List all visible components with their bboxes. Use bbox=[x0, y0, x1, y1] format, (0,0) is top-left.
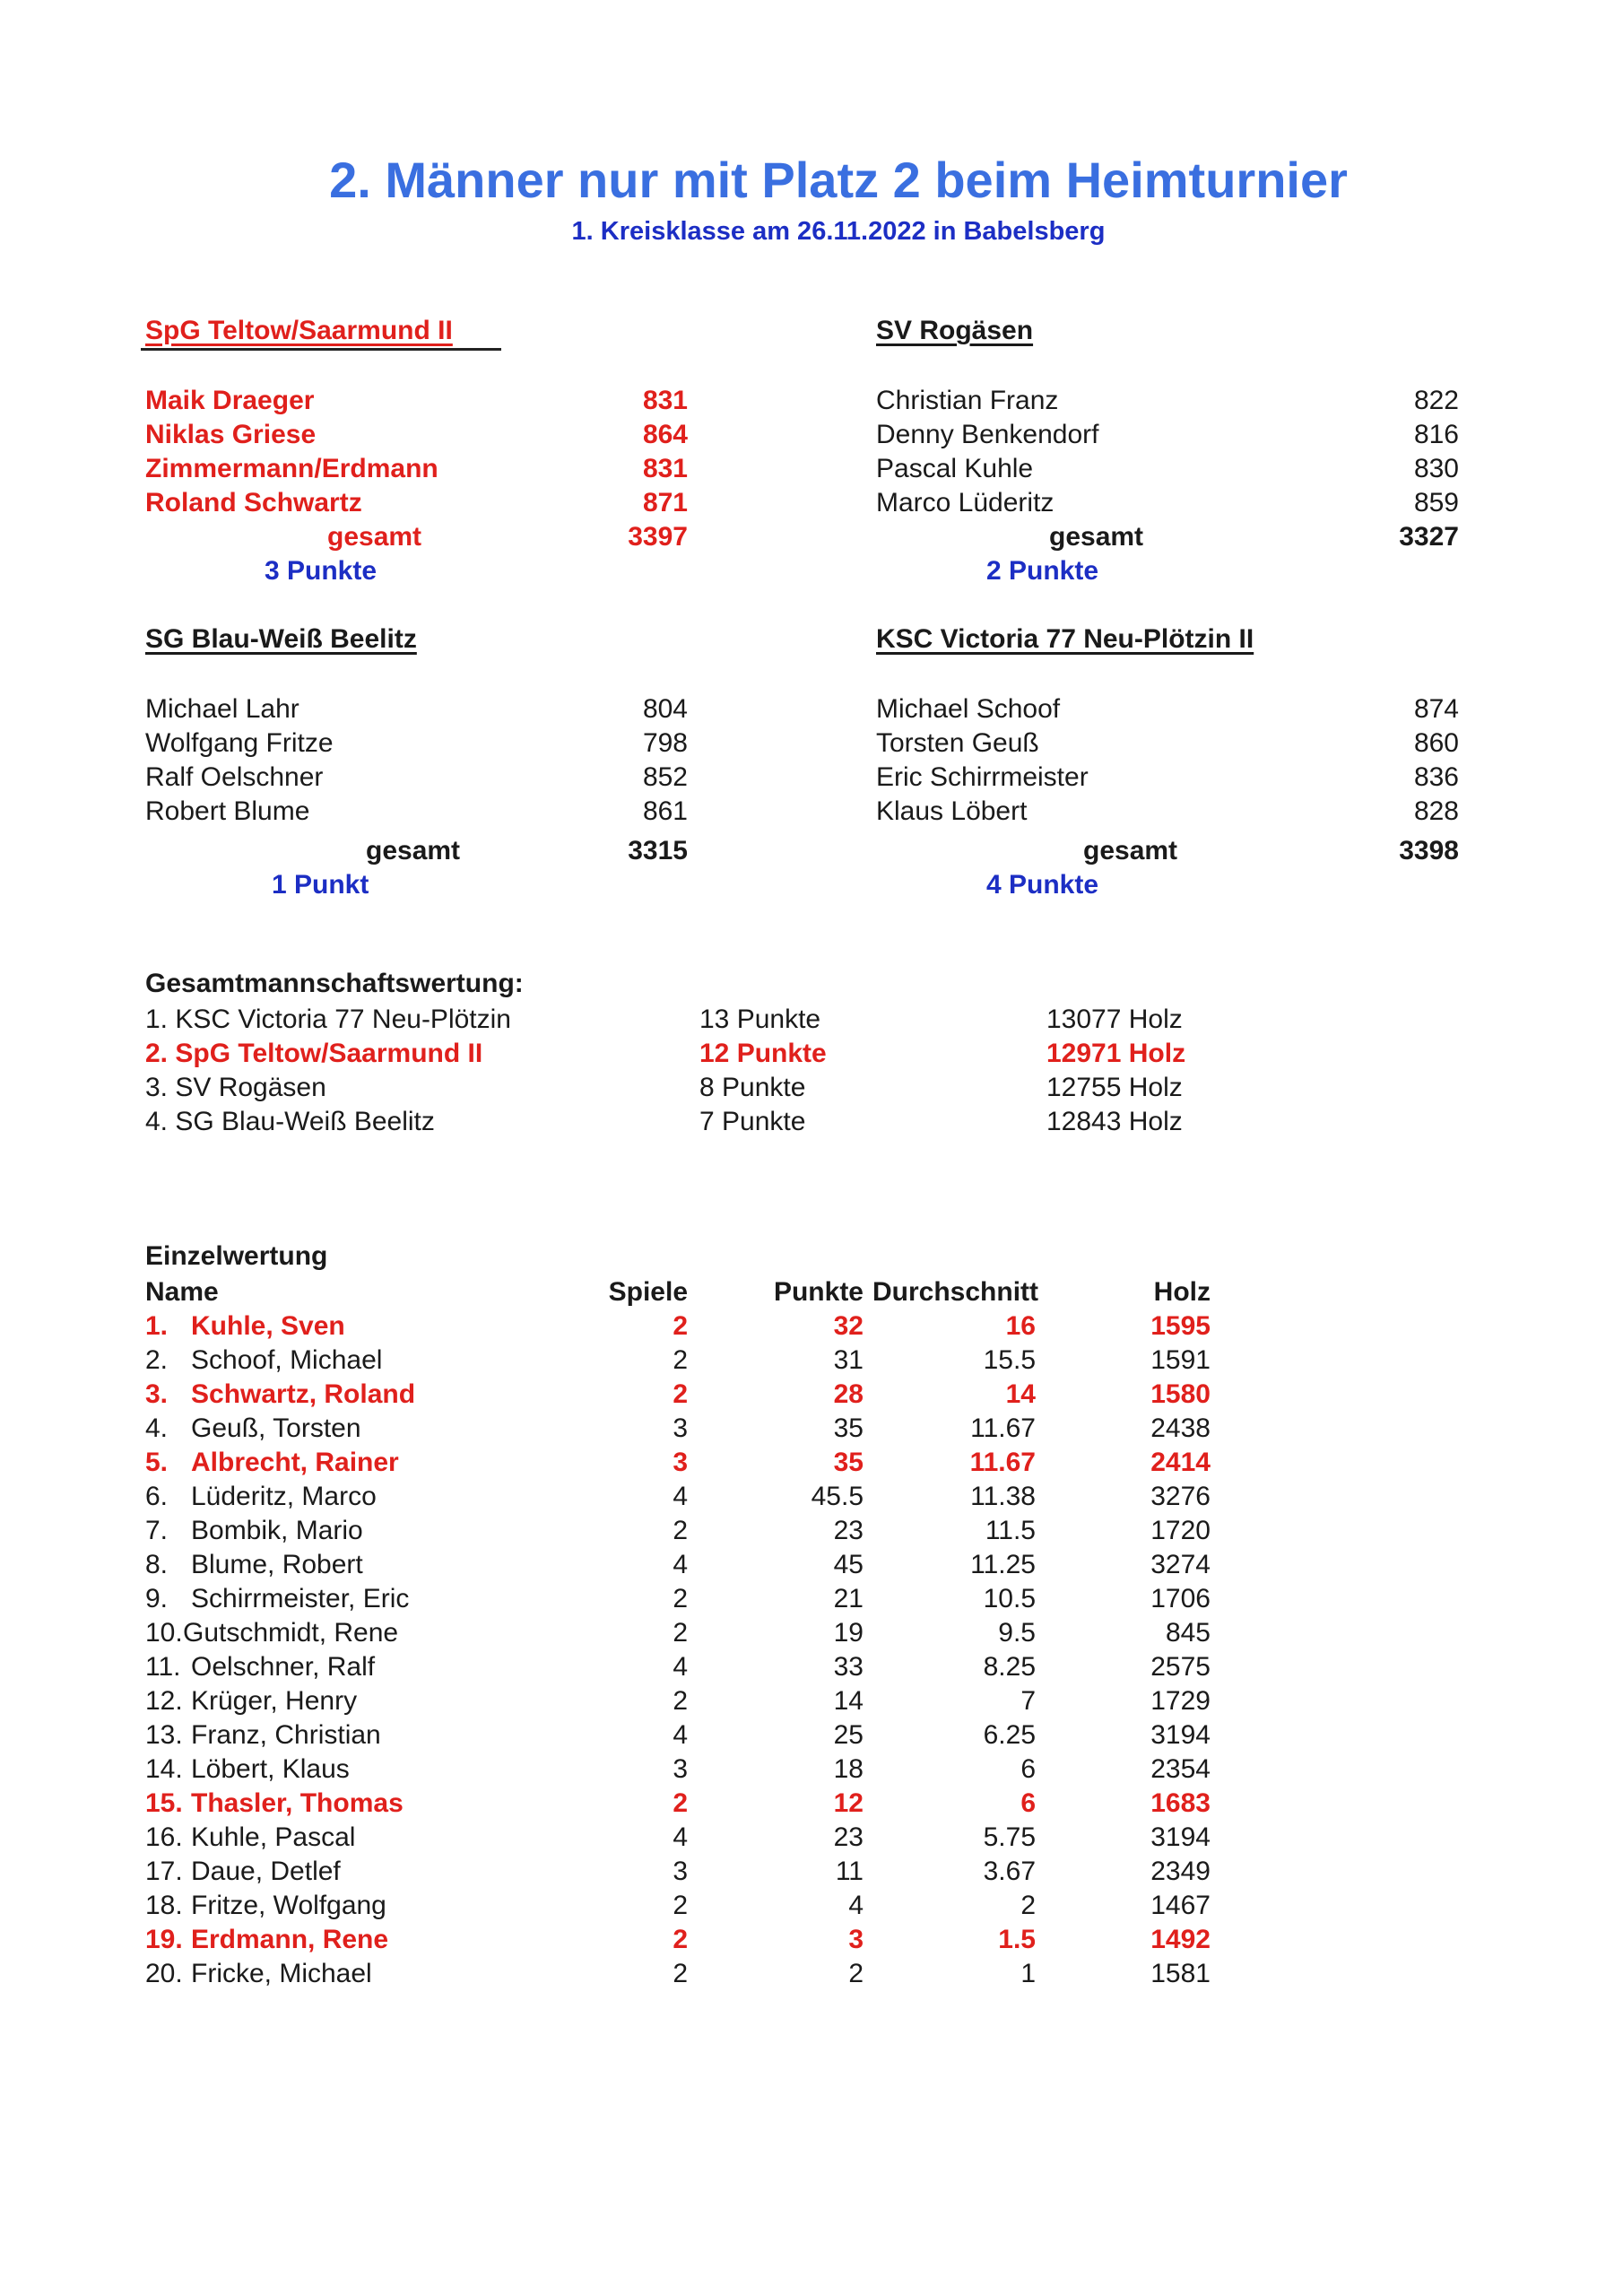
team-name: SpG Teltow/Saarmund II bbox=[145, 316, 453, 345]
row-holz: 845 bbox=[1165, 1618, 1211, 1648]
page-subtitle: 1. Kreisklasse am 26.11.2022 in Babelsberg bbox=[571, 217, 1106, 246]
player-name: Torsten Geuß bbox=[876, 728, 1039, 758]
standing-holz: 12843 Holz bbox=[1046, 1107, 1183, 1136]
row-avg: 16 bbox=[1005, 1311, 1036, 1341]
row-games: 4 bbox=[673, 1652, 688, 1682]
row-name: Erdmann, Rene bbox=[191, 1925, 389, 1954]
row-avg: 3.67 bbox=[983, 1857, 1036, 1886]
player-name: Michael Lahr bbox=[145, 694, 299, 724]
player-score: 831 bbox=[642, 386, 688, 415]
row-avg: 11.67 bbox=[970, 1413, 1036, 1443]
row-points: 3 bbox=[848, 1925, 864, 1954]
player-name: Wolfgang Fritze bbox=[145, 728, 334, 758]
team-points: 3 Punkte bbox=[265, 556, 378, 586]
row-points: 35 bbox=[833, 1448, 864, 1477]
row-games: 2 bbox=[673, 1516, 688, 1545]
row-games: 4 bbox=[673, 1822, 688, 1852]
row-rank: 2. bbox=[145, 1345, 169, 1375]
team-name: KSC Victoria 77 Neu-Plötzin II bbox=[876, 624, 1254, 654]
row-points: 14 bbox=[833, 1686, 864, 1716]
player-name: Roland Schwartz bbox=[145, 488, 362, 517]
player-name: Ralf Oelschner bbox=[145, 762, 324, 792]
row-points: 25 bbox=[833, 1720, 864, 1750]
row-name: Geuß, Torsten bbox=[191, 1413, 361, 1443]
row-rank: 4. bbox=[145, 1413, 169, 1443]
player-score: 798 bbox=[642, 728, 688, 758]
row-rank: 7. bbox=[145, 1516, 169, 1545]
individual-heading: Einzelwertung bbox=[145, 1241, 328, 1271]
row-name: Löbert, Klaus bbox=[191, 1754, 350, 1784]
column-header-name: Name bbox=[145, 1277, 219, 1307]
team-name: SV Rogäsen bbox=[876, 316, 1034, 345]
row-games: 2 bbox=[673, 1379, 688, 1409]
row-avg: 6 bbox=[1020, 1754, 1036, 1784]
row-rank: 15. bbox=[145, 1788, 183, 1818]
player-name: Christian Franz bbox=[876, 386, 1059, 415]
player-score: 861 bbox=[642, 796, 688, 826]
row-rank: 16. bbox=[145, 1822, 183, 1852]
row-rank: 8. bbox=[145, 1550, 169, 1579]
player-name: Denny Benkendorf bbox=[876, 420, 1099, 449]
row-name: Franz, Christian bbox=[191, 1720, 381, 1750]
row-avg: 15.5 bbox=[983, 1345, 1036, 1375]
team-total: 3315 bbox=[628, 836, 688, 865]
row-rank: 17. bbox=[145, 1857, 183, 1886]
column-header-games: Spiele bbox=[608, 1277, 688, 1307]
player-name: Zimmermann/Erdmann bbox=[145, 454, 438, 483]
row-avg: 5.75 bbox=[983, 1822, 1036, 1852]
row-name: Daue, Detlef bbox=[191, 1857, 341, 1886]
row-holz: 3274 bbox=[1150, 1550, 1211, 1579]
row-games: 3 bbox=[673, 1448, 688, 1477]
row-games: 2 bbox=[673, 1618, 688, 1648]
team-total: 3397 bbox=[628, 522, 688, 552]
row-games: 2 bbox=[673, 1345, 688, 1375]
row-rank: 6. bbox=[145, 1482, 169, 1511]
row-points: 45.5 bbox=[811, 1482, 864, 1511]
row-rank: 14. bbox=[145, 1754, 183, 1784]
column-header-points: Punkte bbox=[773, 1277, 864, 1307]
standing-points: 7 Punkte bbox=[699, 1107, 806, 1136]
row-holz: 3276 bbox=[1150, 1482, 1211, 1511]
row-games: 3 bbox=[673, 1857, 688, 1886]
player-name: Maik Draeger bbox=[145, 386, 315, 415]
row-rank: 20. bbox=[145, 1959, 183, 1988]
row-holz: 1580 bbox=[1150, 1379, 1211, 1409]
player-score: 860 bbox=[1413, 728, 1459, 758]
player-name: Niklas Griese bbox=[145, 420, 317, 449]
team-name: SG Blau-Weiß Beelitz bbox=[145, 624, 417, 654]
team-points: 2 Punkte bbox=[986, 556, 1099, 586]
row-holz: 1492 bbox=[1150, 1925, 1211, 1954]
row-name: Albrecht, Rainer bbox=[191, 1448, 399, 1477]
row-name: Lüderitz, Marco bbox=[191, 1482, 377, 1511]
row-avg: 1.5 bbox=[998, 1925, 1036, 1954]
row-name: Krüger, Henry bbox=[191, 1686, 358, 1716]
player-score: 836 bbox=[1413, 762, 1459, 792]
row-points: 4 bbox=[848, 1891, 864, 1920]
row-rank: 1. bbox=[145, 1311, 169, 1341]
column-header-holz: Holz bbox=[1153, 1277, 1211, 1307]
row-points: 12 bbox=[833, 1788, 864, 1818]
standing-team: 4. SG Blau-Weiß Beelitz bbox=[145, 1107, 435, 1136]
team-total: 3327 bbox=[1399, 522, 1459, 552]
row-holz: 1683 bbox=[1150, 1788, 1211, 1818]
row-points: 18 bbox=[833, 1754, 864, 1784]
row-avg: 11.5 bbox=[985, 1516, 1036, 1545]
row-rank: 19. bbox=[145, 1925, 183, 1954]
standing-holz: 12971 Holz bbox=[1046, 1039, 1186, 1068]
player-score: 831 bbox=[642, 454, 688, 483]
row-avg: 6 bbox=[1020, 1788, 1036, 1818]
row-points: 45 bbox=[833, 1550, 864, 1579]
row-games: 3 bbox=[673, 1413, 688, 1443]
standing-points: 13 Punkte bbox=[699, 1004, 821, 1034]
row-points: 31 bbox=[833, 1345, 864, 1375]
row-points: 23 bbox=[833, 1516, 864, 1545]
row-name: Thasler, Thomas bbox=[191, 1788, 404, 1818]
standing-points: 8 Punkte bbox=[699, 1073, 806, 1102]
row-games: 4 bbox=[673, 1550, 688, 1579]
total-label: gesamt bbox=[1083, 836, 1178, 865]
row-games: 2 bbox=[673, 1311, 688, 1341]
row-avg: 2 bbox=[1020, 1891, 1036, 1920]
row-rank: 18. bbox=[145, 1891, 183, 1920]
row-points: 32 bbox=[833, 1311, 864, 1341]
player-score: 864 bbox=[642, 420, 688, 449]
row-games: 2 bbox=[673, 1686, 688, 1716]
total-label: gesamt bbox=[1049, 522, 1144, 552]
player-name: Marco Lüderitz bbox=[876, 488, 1055, 517]
row-avg: 11.25 bbox=[970, 1550, 1036, 1579]
row-rank: 13. bbox=[145, 1720, 183, 1750]
row-holz: 1467 bbox=[1150, 1891, 1211, 1920]
page-title: 2. Männer nur mit Platz 2 beim Heimturnier bbox=[329, 152, 1348, 208]
row-avg: 11.67 bbox=[969, 1448, 1036, 1477]
row-points: 21 bbox=[833, 1584, 864, 1613]
row-holz: 1595 bbox=[1150, 1311, 1211, 1341]
player-score: 874 bbox=[1413, 694, 1459, 724]
row-games: 2 bbox=[673, 1788, 688, 1818]
row-holz: 1706 bbox=[1150, 1584, 1211, 1613]
player-name: Pascal Kuhle bbox=[876, 454, 1034, 483]
standing-team: 1. KSC Victoria 77 Neu-Plötzin bbox=[145, 1004, 511, 1034]
player-score: 822 bbox=[1413, 386, 1459, 415]
row-points: 28 bbox=[833, 1379, 864, 1409]
total-label: gesamt bbox=[327, 522, 422, 552]
row-name: Schwartz, Roland bbox=[191, 1379, 416, 1409]
player-score: 871 bbox=[642, 488, 688, 517]
row-points: 2 bbox=[848, 1959, 864, 1988]
standing-holz: 13077 Holz bbox=[1046, 1004, 1183, 1034]
player-score: 852 bbox=[642, 762, 688, 792]
team-points: 4 Punkte bbox=[986, 870, 1099, 900]
row-rank: 10. bbox=[145, 1618, 183, 1648]
row-avg: 9.5 bbox=[998, 1618, 1036, 1648]
standing-team: 2. SpG Teltow/Saarmund II bbox=[145, 1039, 483, 1068]
standing-holz: 12755 Holz bbox=[1046, 1073, 1183, 1102]
team-total: 3398 bbox=[1399, 836, 1459, 865]
team-standings-heading: Gesamtmannschaftswertung: bbox=[145, 969, 524, 998]
row-points: 11 bbox=[835, 1857, 864, 1886]
row-rank: 9. bbox=[145, 1584, 169, 1613]
row-games: 2 bbox=[673, 1891, 688, 1920]
row-holz: 3194 bbox=[1150, 1822, 1211, 1852]
row-name: Fritze, Wolfgang bbox=[191, 1891, 386, 1920]
row-holz: 2438 bbox=[1150, 1413, 1211, 1443]
row-holz: 3194 bbox=[1150, 1720, 1211, 1750]
player-score: 804 bbox=[642, 694, 688, 724]
row-games: 2 bbox=[673, 1584, 688, 1613]
row-holz: 2575 bbox=[1150, 1652, 1211, 1682]
row-games: 4 bbox=[673, 1720, 688, 1750]
row-rank: 12. bbox=[145, 1686, 183, 1716]
row-avg: 6.25 bbox=[983, 1720, 1036, 1750]
row-avg: 10.5 bbox=[983, 1584, 1036, 1613]
row-rank: 3. bbox=[145, 1379, 169, 1409]
row-rank: 5. bbox=[145, 1448, 169, 1477]
player-score: 828 bbox=[1413, 796, 1459, 826]
row-name: Blume, Robert bbox=[191, 1550, 363, 1579]
row-holz: 2349 bbox=[1150, 1857, 1211, 1886]
player-name: Michael Schoof bbox=[876, 694, 1061, 724]
row-holz: 1729 bbox=[1150, 1686, 1211, 1716]
row-avg: 11.38 bbox=[970, 1482, 1036, 1511]
row-holz: 2414 bbox=[1150, 1448, 1211, 1477]
row-holz: 1591 bbox=[1150, 1345, 1211, 1375]
player-score: 816 bbox=[1413, 420, 1459, 449]
row-avg: 7 bbox=[1020, 1686, 1036, 1716]
row-games: 4 bbox=[673, 1482, 688, 1511]
row-name: Gutschmidt, Rene bbox=[183, 1618, 399, 1648]
column-header-avg: Durchschnitt bbox=[872, 1277, 1039, 1307]
row-holz: 1720 bbox=[1150, 1516, 1211, 1545]
team-points: 1 Punkt bbox=[272, 870, 369, 900]
player-score: 859 bbox=[1413, 488, 1459, 517]
total-label: gesamt bbox=[366, 836, 461, 865]
row-games: 2 bbox=[673, 1959, 688, 1988]
row-games: 2 bbox=[673, 1925, 688, 1954]
row-name: Bombik, Mario bbox=[191, 1516, 363, 1545]
row-holz: 1581 bbox=[1150, 1959, 1211, 1988]
heading-rule bbox=[141, 348, 501, 351]
row-holz: 2354 bbox=[1150, 1754, 1211, 1784]
player-name: Klaus Löbert bbox=[876, 796, 1028, 826]
row-games: 3 bbox=[673, 1754, 688, 1784]
row-name: Kuhle, Pascal bbox=[191, 1822, 356, 1852]
row-name: Fricke, Michael bbox=[191, 1959, 372, 1988]
row-name: Oelschner, Ralf bbox=[191, 1652, 376, 1682]
row-points: 19 bbox=[833, 1618, 864, 1648]
row-name: Schoof, Michael bbox=[191, 1345, 383, 1375]
row-points: 33 bbox=[833, 1652, 864, 1682]
player-name: Robert Blume bbox=[145, 796, 310, 826]
player-score: 830 bbox=[1413, 454, 1459, 483]
row-points: 35 bbox=[833, 1413, 864, 1443]
row-avg: 8.25 bbox=[983, 1652, 1036, 1682]
row-rank: 11. bbox=[145, 1652, 181, 1682]
row-avg: 1 bbox=[1020, 1959, 1036, 1988]
row-name: Kuhle, Sven bbox=[191, 1311, 345, 1341]
row-name: Schirrmeister, Eric bbox=[191, 1584, 410, 1613]
row-avg: 14 bbox=[1005, 1379, 1036, 1409]
standing-team: 3. SV Rogäsen bbox=[145, 1073, 326, 1102]
player-name: Eric Schirrmeister bbox=[876, 762, 1089, 792]
row-points: 23 bbox=[833, 1822, 864, 1852]
standing-points: 12 Punkte bbox=[699, 1039, 827, 1068]
